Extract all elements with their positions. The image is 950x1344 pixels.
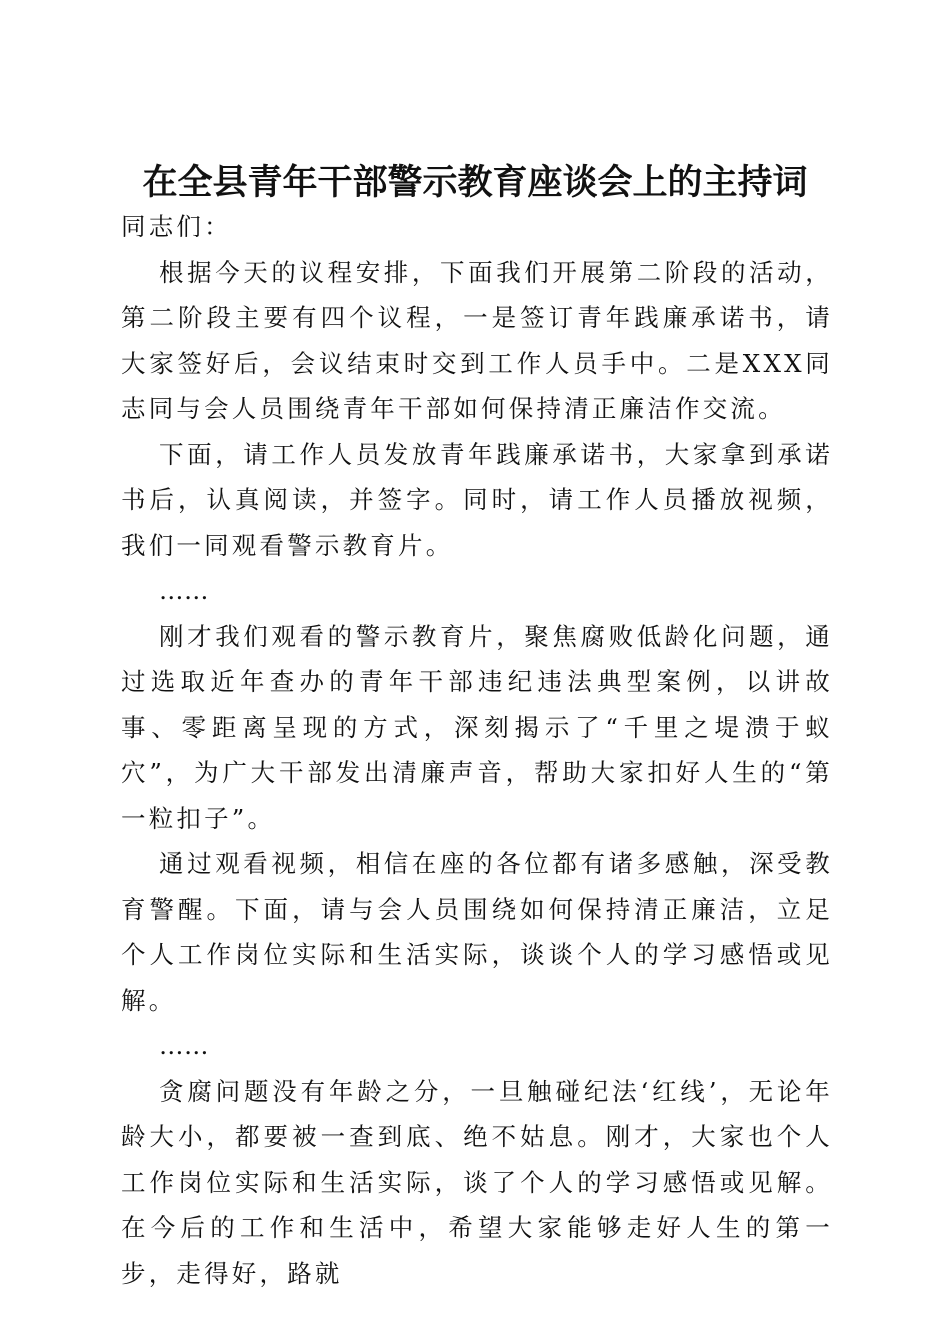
paragraph-distribute: 下面，请工作人员发放青年践廉承诺书，大家拿到承诺书后，认真阅读，并签字。同时，请工作人员播放视频，我们一同观看警示教育片。 <box>121 439 833 560</box>
ellipsis-break: …… <box>159 1031 209 1060</box>
document-title: 在全县青年干部警示教育座谈会上的主持词 <box>142 162 808 204</box>
document-body <box>121 204 833 1296</box>
paragraph-video-summary: 刚才我们观看的警示教育片，聚焦腐败低龄化问题，通过选取近年查办的青年干部违纪违法典型案例，以讲故事、零距离呈现的方式，深刻揭示了“千里之堤溃于蚁穴”，为广大干部发出清廉声音，帮助大家扣好人生的“第一粒扣子”。 <box>121 621 833 833</box>
salutation: 同志们： <box>121 212 232 241</box>
paragraph-discussion: 通过观看视频，相信在座的各位都有诸多感触，深受教育警醒。下面，请与会人员围绕如何保持清正廉洁，立足个人工作岗位实际和生活实际，谈谈个人的学习感悟或见解。 <box>121 849 833 1015</box>
paragraph-agenda: 根据今天的议程安排，下面我们开展第二阶段的活动，第二阶段主要有四个议程，一是签订青年践廉承诺书，请大家签好后，会议结束时交到工作人员手中。二是XXX同志同与会人员围绕青年干部如何保持清正廉洁作交流。 <box>121 257 833 423</box>
ellipsis-break: …… <box>159 576 209 605</box>
paragraph-conclusion: 贪腐问题没有年龄之分，一旦触碰纪法‘红线’，无论年龄大小，都要被一查到底、绝不姑息。刚才，大家也个人工作岗位实际和生活实际，谈了个人的学习感悟或见解。在今后的工作和生活中，希望大家能够走好人生的第一步，走得好，路就 <box>121 1076 833 1288</box>
